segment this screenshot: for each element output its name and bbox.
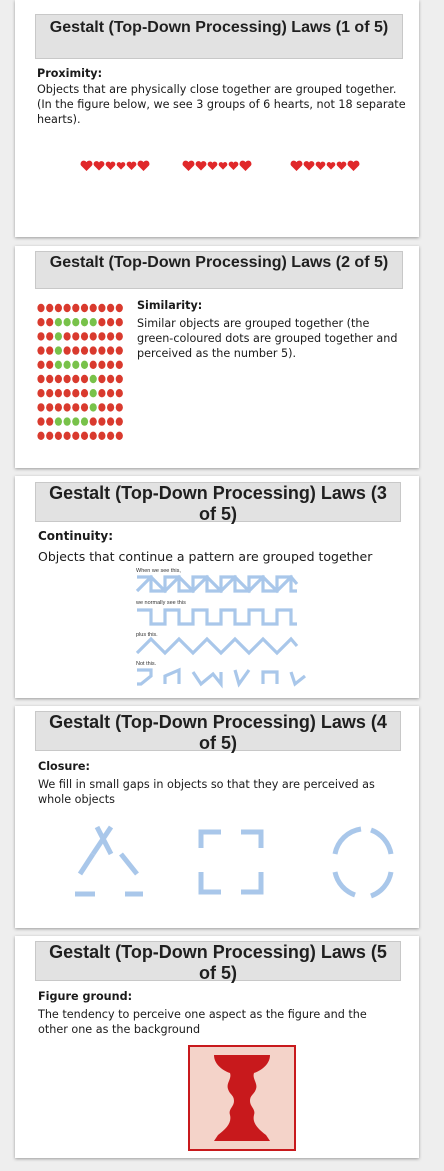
dot-green [64,417,71,425]
dot-red [81,375,88,383]
slide-label: Continuity: [38,529,113,543]
dot-red [98,403,105,411]
dot-red [55,403,62,411]
dot-red [98,375,105,383]
heart [106,162,116,170]
dot-red [46,389,53,397]
dot-red [116,417,123,425]
dot-red [55,375,62,383]
slide-label: Proximity: [37,67,103,80]
heart [240,161,252,171]
dot-red [107,318,114,326]
dot-red [98,346,105,354]
dot-red [116,332,123,340]
continuity-figure [15,476,419,698]
dot-red [116,361,123,369]
dot-red [37,332,44,340]
dots-figure [37,302,137,452]
dot-green [64,318,71,326]
dot-green [90,403,97,411]
heart [348,161,360,171]
figure-label: we normally see this [136,600,186,606]
dot-red [90,432,97,440]
dot-red [72,304,79,312]
dot-red [46,375,53,383]
dot-red [98,361,105,369]
dot-red [46,346,53,354]
dot-red [81,389,88,397]
heart [337,162,347,170]
dot-green [72,417,79,425]
dot-red [72,403,79,411]
dot-red [90,361,97,369]
slide-closure [15,706,419,928]
dot-red [98,389,105,397]
dot-green [55,346,62,354]
closure-figure [15,706,419,928]
dot-red [116,318,123,326]
figure-label: When we see this, [136,568,181,574]
dot-red [46,432,53,440]
slide-body: We fill in small gaps in objects so that they are perceived as whole objects [38,778,375,806]
dot-red [37,346,44,354]
dot-red [37,375,44,383]
dot-red [107,346,114,354]
dot-red [72,375,79,383]
dot-green [55,318,62,326]
dot-red [107,375,114,383]
rubin-vase-figure [188,1045,296,1151]
dot-red [90,346,97,354]
dot-red [90,417,97,425]
slide-label: Closure: [38,760,90,773]
heart [117,162,126,170]
slide-title: Gestalt (Top-Down Processing) Laws (5 of 5) [35,941,401,981]
dot-red [64,332,71,340]
figure-label: Not this. [136,661,157,667]
dot-red [72,346,79,354]
heart [316,162,326,170]
dot-red [64,304,71,312]
dot-red [107,304,114,312]
dot-green [55,417,62,425]
slide-body: Objects that are physically close together are grouped together. (In the figure below, we see 3 groups of 6 hearts, not 18 separate hearts). [37,83,406,126]
slide-title: Gestalt (Top-Down Processing) Laws (3 of 5) [35,482,401,522]
dot-green [90,389,97,397]
slide-body: The tendency to perceive one aspect as the figure and the other one as the background [38,1008,367,1036]
heart [229,162,239,170]
dot-red [64,346,71,354]
dot-green [90,318,97,326]
heart [183,161,195,171]
dot-red [55,304,62,312]
dot-red [46,332,53,340]
dot-red [81,304,88,312]
dot-red [116,389,123,397]
dot-green [72,318,79,326]
dot-red [55,432,62,440]
slide-figure-ground [15,936,419,1158]
heart [219,162,228,170]
dot-red [116,432,123,440]
figure-label: plus this. [136,632,158,638]
dot-red [116,304,123,312]
dot-green [55,332,62,340]
dot-red [116,346,123,354]
heart [208,162,218,170]
dot-red [37,403,44,411]
heart [327,162,336,170]
dot-green [72,361,79,369]
dot-red [81,403,88,411]
dot-red [46,304,53,312]
heart [81,161,93,171]
dot-red [107,389,114,397]
dot-red [98,332,105,340]
dot-red [90,304,97,312]
heart [291,161,303,171]
dot-red [107,417,114,425]
dot-red [64,389,71,397]
dot-red [98,417,105,425]
slide-body: Similar objects are grouped together (the green-coloured dots are grouped together and perceived as the number 5). [137,317,398,360]
dot-red [64,432,71,440]
dot-red [81,432,88,440]
slide-continuity [15,476,419,698]
dot-red [72,432,79,440]
dot-green [81,318,88,326]
slide-proximity [15,0,419,237]
dot-red [107,432,114,440]
dot-red [37,389,44,397]
dot-red [64,403,71,411]
dot-red [46,403,53,411]
heart [127,162,137,170]
hearts-figure [15,153,419,179]
dot-red [46,417,53,425]
dot-green [81,361,88,369]
heart [304,161,315,170]
dot-red [55,389,62,397]
dot-green [90,375,97,383]
dot-red [37,432,44,440]
slide-label: Figure ground: [38,990,133,1003]
dot-red [107,361,114,369]
dot-red [81,346,88,354]
dot-red [98,432,105,440]
dot-red [98,304,105,312]
dot-red [37,361,44,369]
dot-red [64,375,71,383]
dot-green [64,361,71,369]
dot-green [55,361,62,369]
slide-similarity [15,246,419,468]
dot-red [37,318,44,326]
dot-red [37,304,44,312]
dot-red [98,318,105,326]
slide-label: Similarity: [137,299,203,312]
dot-red [46,318,53,326]
dot-red [90,332,97,340]
dot-red [116,403,123,411]
dot-red [107,332,114,340]
dot-red [37,417,44,425]
heart [94,161,105,170]
dot-red [72,332,79,340]
heart [138,161,150,171]
slide-body: Objects that continue a pattern are grouped together [38,549,373,564]
dot-red [46,361,53,369]
dot-red [116,375,123,383]
heart [196,161,207,170]
slide-title: Gestalt (Top-Down Processing) Laws (2 of 5) [35,251,403,289]
dot-red [72,389,79,397]
dot-red [81,332,88,340]
dot-red [107,403,114,411]
dot-green [81,417,88,425]
slide-title: Gestalt (Top-Down Processing) Laws (4 of 5) [35,711,401,751]
slide-title: Gestalt (Top-Down Processing) Laws (1 of 5) [35,14,403,59]
